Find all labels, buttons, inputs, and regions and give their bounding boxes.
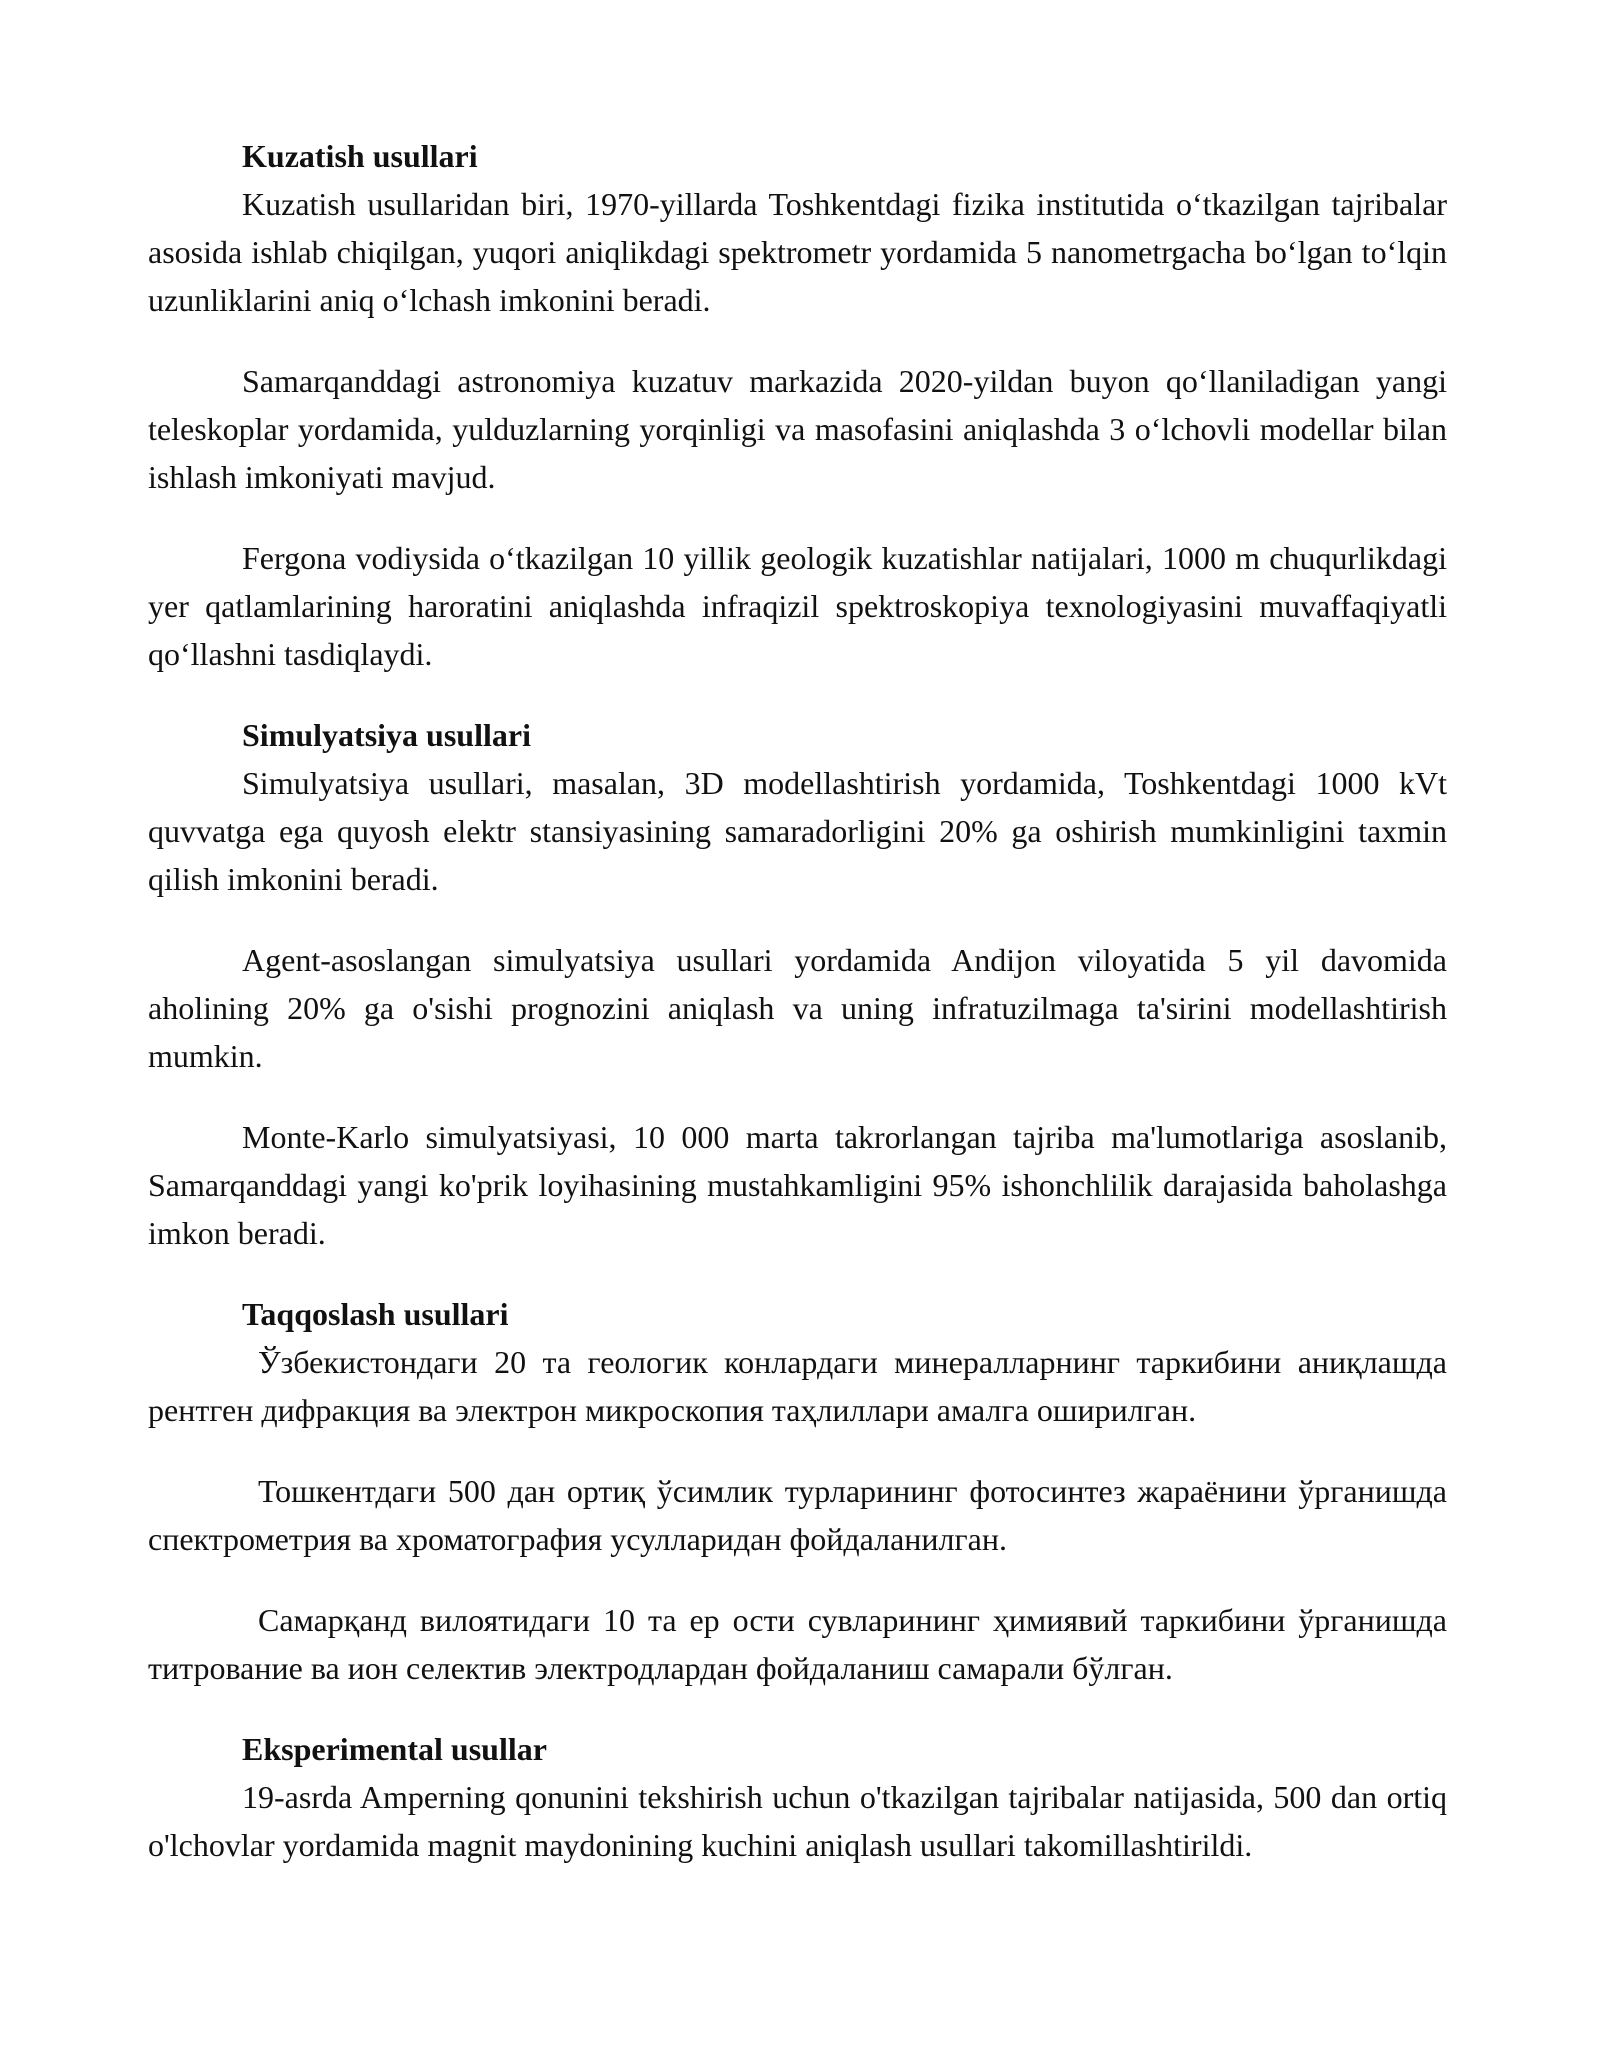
section-spacer bbox=[148, 678, 1447, 711]
section-spacer bbox=[148, 1257, 1447, 1290]
section-heading-observation: Kuzatish usullari bbox=[242, 138, 478, 174]
paragraph: Simulyatsiya usullari, masalan, 3D modellashtirish yordamida, Toshkentdagi 1000 kVt quvvatga ega quyosh elektr stansiyasining samaradorligini 20% ga oshirish mumkinligini taxmin qilish imkonini beradi. bbox=[148, 765, 1447, 897]
paragraph-spacer bbox=[148, 501, 1447, 534]
paragraph-spacer bbox=[148, 324, 1447, 357]
paragraph: Agent-asoslangan simulyatsiya usullari yordamida Andijon viloyatida 5 yil davomida aholining 20% ga o'sishi prognozini aniqlash va uning infratuzilmaga ta'sirini modellashtirish mumkin. bbox=[148, 942, 1447, 1074]
paragraph: Самарқанд вилоятидаги 10 та ер ости сувларининг ҳимиявий таркибини ўрганишда титрование ва ион селектив электродлардан фойдаланиш самарали бўлган. bbox=[148, 1602, 1447, 1686]
paragraph: 19-asrda Amperning qonunini tekshirish uchun o'tkazilgan tajribalar natijasida, 500 dan ortiq o'lchovlar yordamida magnit maydonining kuchini aniqlash usullari takomillashtirildi. bbox=[148, 1779, 1447, 1863]
paragraph: Fergona vodiysida o‘tkazilgan 10 yillik geologik kuzatishlar natijalari, 1000 m chuqurlikdagi yer qatlamlarining haroratini aniqlashda infraqizil spektroskopiya texnologiyasini muvaffaqiyatli qo‘llashni tasdiqlaydi. bbox=[148, 540, 1447, 672]
document-page bbox=[148, 132, 1447, 1869]
paragraph-spacer bbox=[148, 1434, 1447, 1467]
section-heading-comparison: Taqqoslash usullari bbox=[242, 1296, 509, 1332]
section-heading-simulation: Simulyatsiya usullari bbox=[242, 717, 531, 753]
section-spacer bbox=[148, 1692, 1447, 1725]
paragraph: Samarqanddagi astronomiya kuzatuv markazida 2020-yildan buyon qo‘llaniladigan yangi teleskoplar yordamida, yulduzlarning yorqinligi va masofasini aniqlashda 3 o‘lchovli modellar bilan ishlash imkoniyati mavjud. bbox=[148, 363, 1447, 495]
paragraph-spacer bbox=[148, 903, 1447, 936]
section-heading-experimental: Eksperimental usullar bbox=[242, 1731, 547, 1767]
paragraph-spacer bbox=[148, 1563, 1447, 1596]
paragraph: Ўзбекистондаги 20 та геологик конлардаги минералларнинг таркибини аниқлашда рентген дифракция ва электрон микроскопия таҳлиллари амалга оширилган. bbox=[148, 1344, 1447, 1428]
paragraph: Тошкентдаги 500 дан ортиқ ўсимлик турларининг фотосинтез жараёнини ўрганишда спектрометрия ва хроматография усулларидан фойдаланилган. bbox=[148, 1473, 1447, 1557]
paragraph: Monte-Karlo simulyatsiyasi, 10 000 marta takrorlangan tajriba ma'lumotlariga asoslanib, Samarqanddagi yangi ko'prik loyihasining mustahkamligini 95% ishonchlilik darajasida baholashga imkon beradi. bbox=[148, 1119, 1447, 1251]
paragraph-spacer bbox=[148, 1080, 1447, 1113]
paragraph: Kuzatish usullaridan biri, 1970-yillarda Toshkentdagi fizika institutida o‘tkazilgan tajribalar asosida ishlab chiqilgan, yuqori aniqlikdagi spektrometr yordamida 5 nanometrgacha bo‘lgan to‘lqin uzunliklarini aniq o‘lchash imkonini beradi. bbox=[148, 186, 1447, 318]
